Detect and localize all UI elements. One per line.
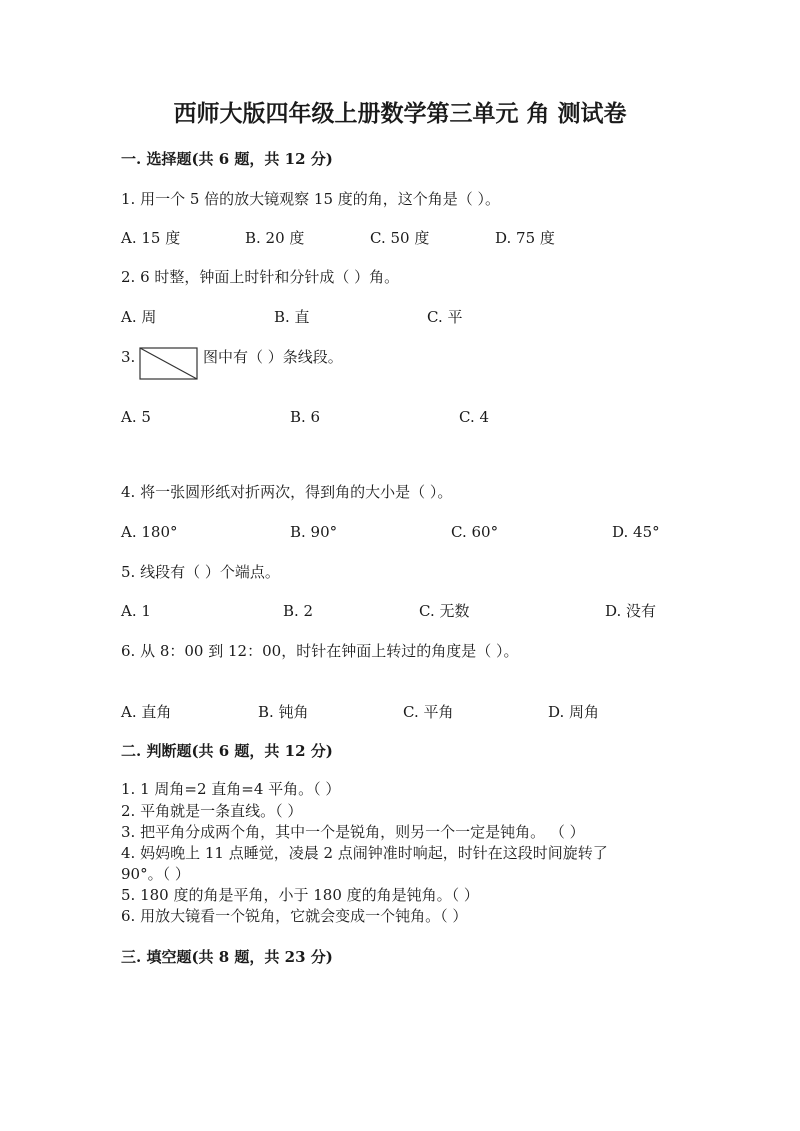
judgment-line-5: 5. 180 度的角是平角，小于 180 度的角是钝角。（ ） xyxy=(121,886,479,904)
question-5-option-a: A. 1 xyxy=(121,602,151,620)
question-5-option-b: B. 2 xyxy=(283,602,314,620)
question-3-option-b: B. 6 xyxy=(290,408,321,426)
section-heading-judgment: 二. 判断题(共 6 题，共 12 分) xyxy=(121,742,333,760)
judgment-line-3: 3. 把平角分成两个角，其中一个是锐角，则另一个一定是钝角。 （ ） xyxy=(121,823,585,841)
question-2-option-a: A. 周 xyxy=(121,308,157,326)
question-1-stem: 1. 用一个 5 倍的放大镜观察 15 度的角，这个角是（ ）。 xyxy=(121,190,501,208)
question-1-option-d: D. 75 度 xyxy=(495,229,555,247)
question-6-option-a: A. 直角 xyxy=(121,703,172,721)
question-6-option-b: B. 钝角 xyxy=(258,703,309,721)
question-5-option-d: D. 没有 xyxy=(605,602,657,620)
judgment-line-1: 1. 1 周角=2 直角=4 平角。（ ） xyxy=(121,780,341,798)
judgment-line-6: 6. 用放大镜看一个锐角，它就会变成一个钝角。（ ） xyxy=(121,907,468,925)
judgment-line-2: 2. 平角就是一条直线。（ ） xyxy=(121,802,303,820)
question-3-option-c: C. 4 xyxy=(459,408,490,426)
question-2-stem: 2. 6 时整，钟面上时针和分针成（ ）角。 xyxy=(121,268,400,286)
section-heading-fill: 三. 填空题(共 8 题，共 23 分) xyxy=(121,948,333,966)
question-3-number: 3. xyxy=(121,348,136,366)
rectangle-diagonal-figure xyxy=(139,347,199,381)
question-1-option-b: B. 20 度 xyxy=(245,229,305,247)
question-6-option-d: D. 周角 xyxy=(548,703,600,721)
question-5-option-c: C. 无数 xyxy=(419,602,470,620)
question-3-option-a: A. 5 xyxy=(121,408,151,426)
question-4-option-d: D. 45° xyxy=(612,523,660,541)
question-4-stem: 4. 将一张圆形纸对折两次，得到角的大小是（ ）。 xyxy=(121,483,453,501)
judgment-line-4-cont: 90°。（ ） xyxy=(121,865,190,883)
question-2-option-c: C. 平 xyxy=(427,308,463,326)
question-1-option-a: A. 15 度 xyxy=(121,229,181,247)
question-3-stem: 图中有（ ）条线段。 xyxy=(203,348,343,366)
question-2-option-b: B. 直 xyxy=(274,308,310,326)
section-heading-choice: 一. 选择题(共 6 题，共 12 分) xyxy=(121,150,333,168)
question-4-option-a: A. 180° xyxy=(121,523,178,541)
judgment-line-4: 4. 妈妈晚上 11 点睡觉，凌晨 2 点闹钟准时响起，时针在这段时间旋转了 xyxy=(121,844,608,862)
question-6-option-c: C. 平角 xyxy=(403,703,454,721)
question-4-option-b: B. 90° xyxy=(290,523,338,541)
question-4-option-c: C. 60° xyxy=(451,523,499,541)
question-6-stem: 6. 从 8：00 到 12：00，时针在钟面上转过的角度是（ ）。 xyxy=(121,642,519,660)
page-title: 西师大版四年级上册数学第三单元 角 测试卷 xyxy=(173,100,627,127)
question-5-stem: 5. 线段有（ ）个端点。 xyxy=(121,563,280,581)
question-1-option-c: C. 50 度 xyxy=(370,229,430,247)
